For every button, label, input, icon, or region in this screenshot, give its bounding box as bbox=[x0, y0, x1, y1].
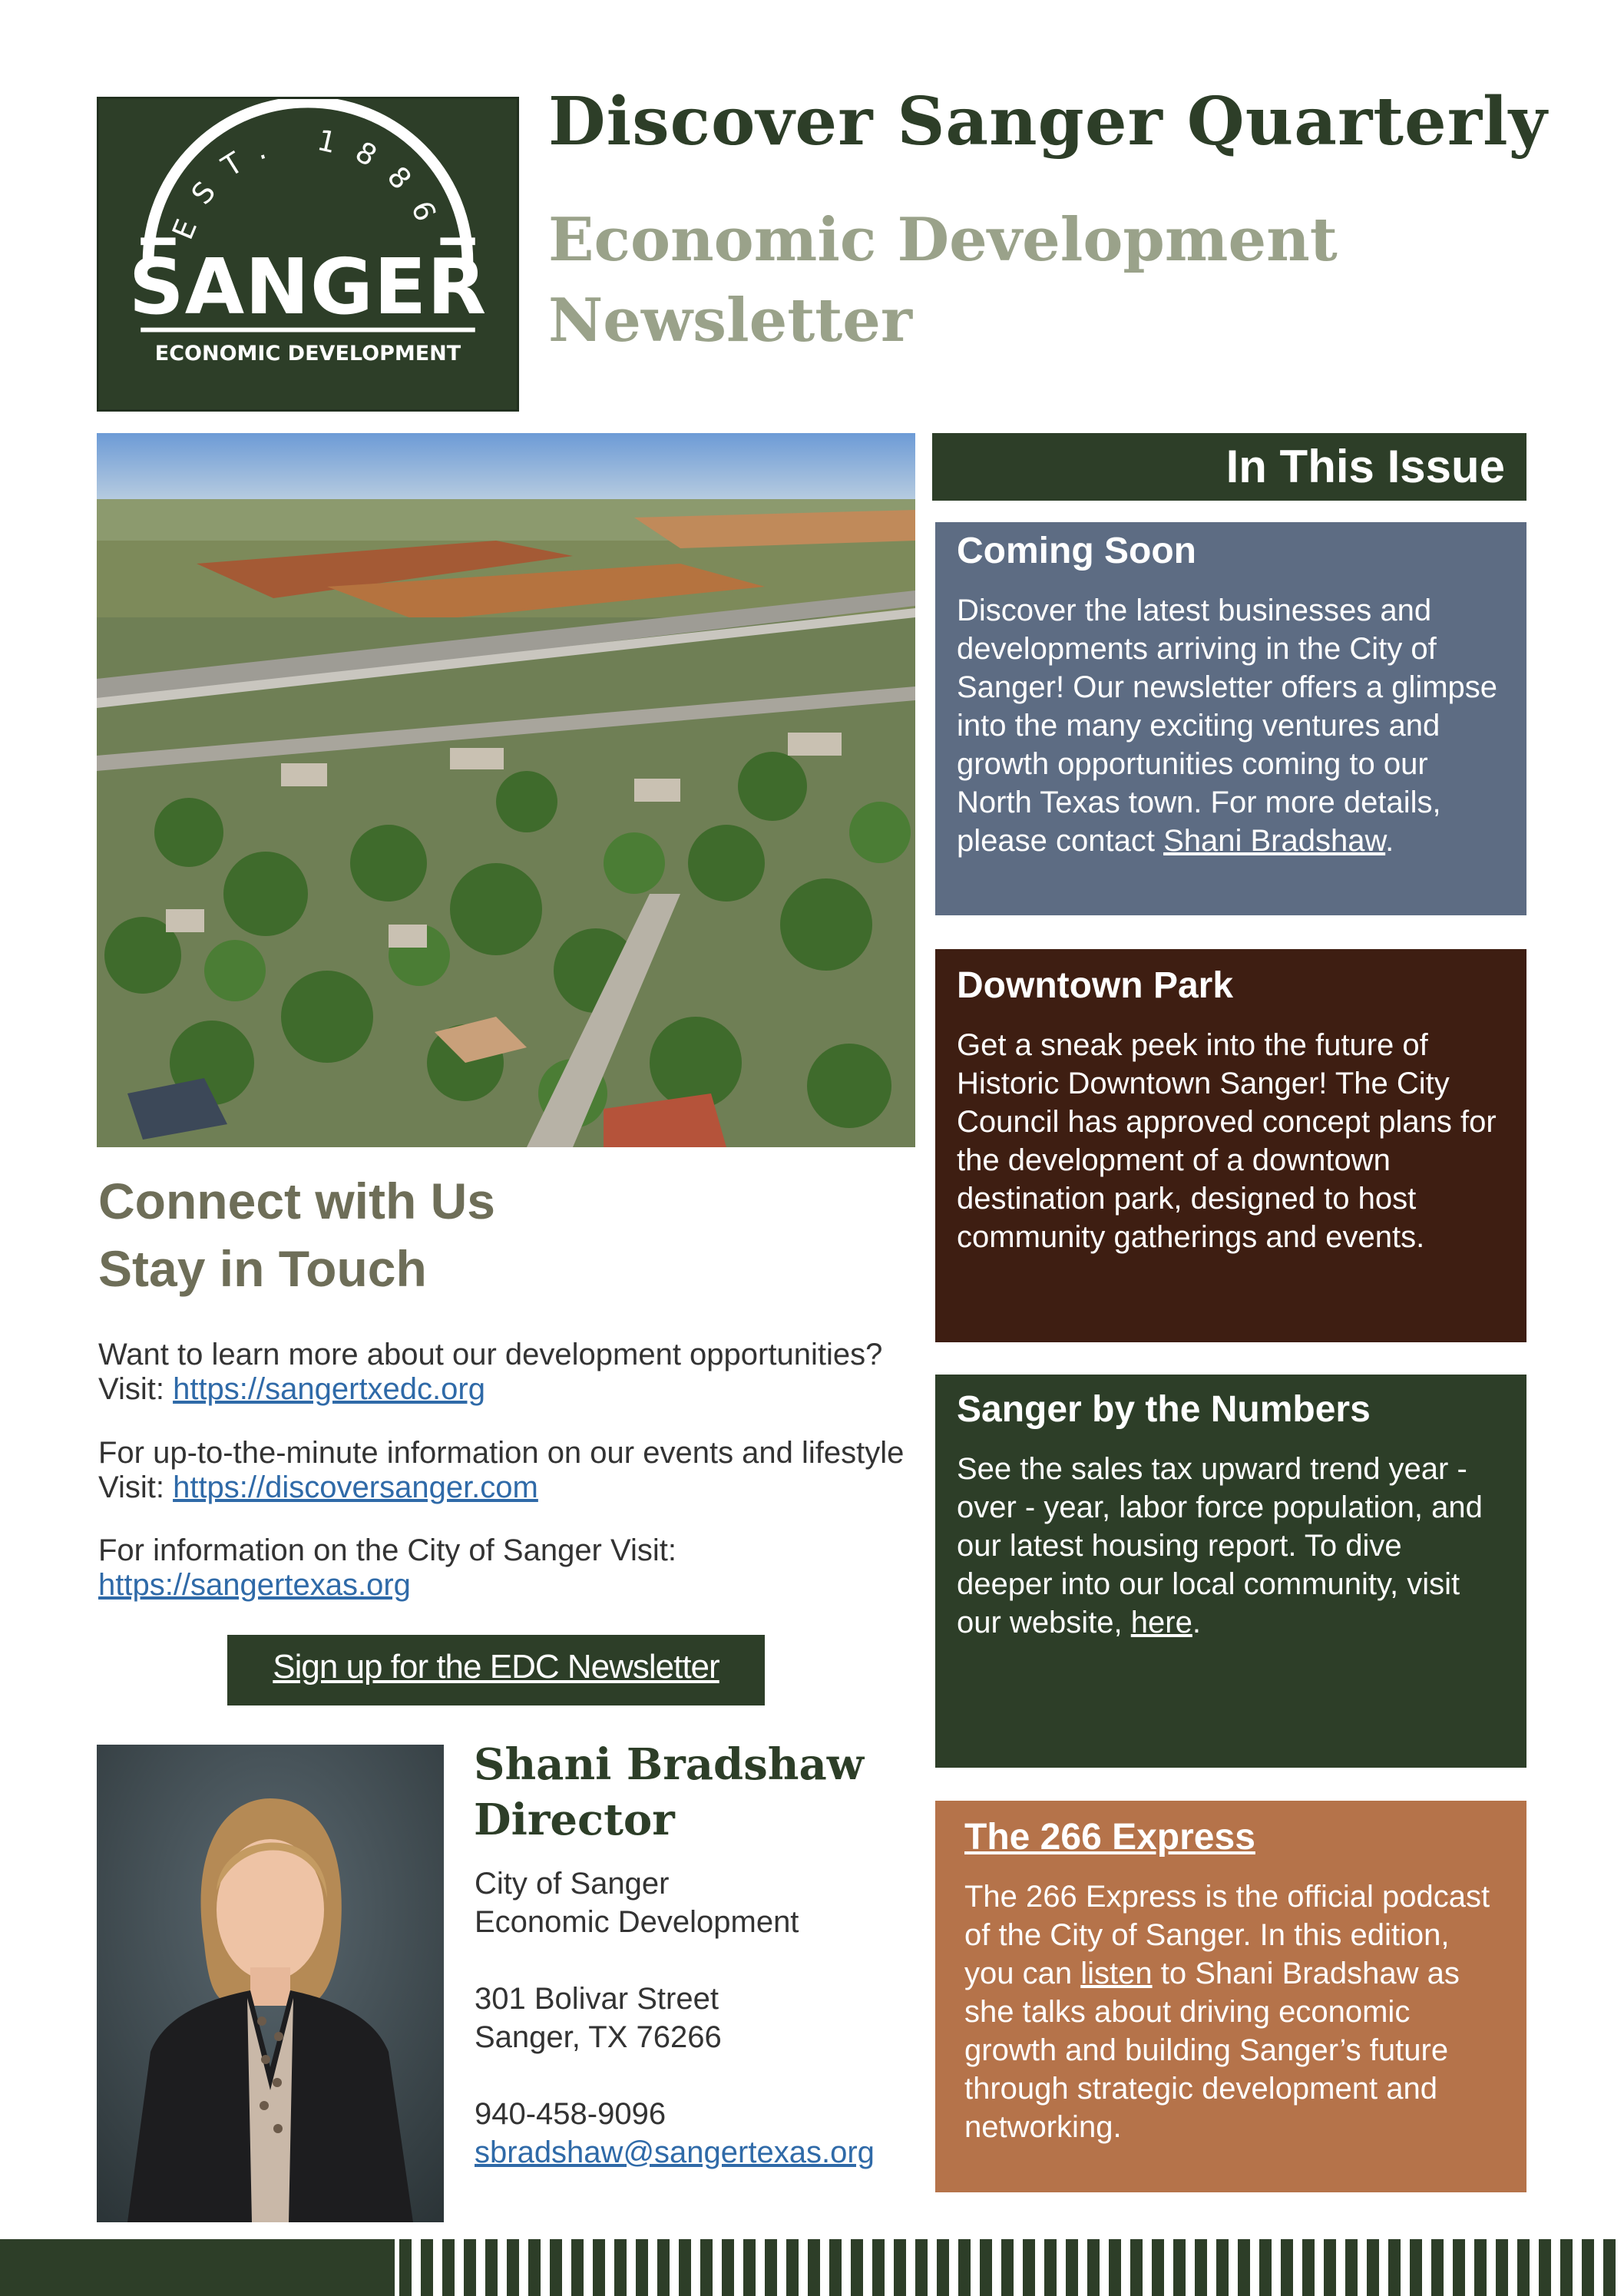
footer-stripe bbox=[743, 2239, 756, 2296]
266-express-panel bbox=[935, 1801, 1526, 2192]
panel-title: Sanger by the Numbers bbox=[957, 1389, 1371, 1430]
footer-stripe bbox=[593, 2239, 605, 2296]
footer-stripe bbox=[851, 2239, 863, 2296]
info-paragraph-edc bbox=[98, 1338, 912, 1407]
footer-stripe bbox=[679, 2239, 691, 2296]
footer-stripe bbox=[1410, 2239, 1422, 2296]
logo-est-text: EST. 1886 bbox=[165, 123, 451, 244]
panel-body: Get a sneak peek into the future of Historic Downtown Sanger! The City Council has approved concept plans for the development of a downtown destination park, designed to host community gatherings and events. bbox=[957, 1028, 1497, 1254]
footer-stripe bbox=[1582, 2239, 1594, 2296]
director-email-link[interactable]: sbradshaw@sangertexas.org bbox=[475, 2136, 875, 2169]
footer-stripe bbox=[1023, 2239, 1035, 2296]
footer-stripe bbox=[571, 2239, 584, 2296]
newsletter-subtitle bbox=[548, 200, 1546, 361]
footer-stripe bbox=[485, 2239, 498, 2296]
footer-stripe bbox=[1087, 2239, 1100, 2296]
info-text: Want to learn more about our development opportunities? Visit: bbox=[98, 1338, 883, 1406]
director-portrait bbox=[97, 1745, 444, 2222]
org-line-2: Economic Development bbox=[475, 1905, 799, 1939]
panel-body-tail: to Shani Bradshaw as she talks about driving economic growth and building Sanger’s future through strategic development and networking. bbox=[964, 1957, 1460, 2144]
footer-stripe bbox=[399, 2239, 412, 2296]
sanger-edc-logo bbox=[97, 97, 519, 412]
panel-body bbox=[964, 1877, 1505, 2146]
footer-stripe bbox=[894, 2239, 906, 2296]
panel-body bbox=[957, 1450, 1505, 1642]
footer-stripe bbox=[958, 2239, 971, 2296]
footer-stripe bbox=[808, 2239, 820, 2296]
address-line-2: Sanger, TX 76266 bbox=[475, 2020, 722, 2054]
info-text: For information on the City of Sanger Visit: bbox=[98, 1533, 676, 1567]
footer-stripe bbox=[1474, 2239, 1487, 2296]
footer-stripe bbox=[1216, 2239, 1229, 2296]
newsletter-title: Discover Sanger Quarterly bbox=[548, 83, 1548, 160]
panel-body-text: The 266 Express is the official podcast of the City of Sanger. In this edition, you can bbox=[964, 1880, 1490, 1990]
footer-stripe bbox=[1367, 2239, 1379, 2296]
director-organization bbox=[475, 1864, 799, 1941]
footer-stripe bbox=[722, 2239, 734, 2296]
panel-title-link[interactable]: The 266 Express bbox=[964, 1817, 1255, 1858]
connect-heading-line-2: Stay in Touch bbox=[98, 1240, 427, 1297]
panel-body-text: See the sales tax upward trend year - over - year, labor force population, and our latest housing report. To dive deeper into our local community, visit our website, bbox=[957, 1452, 1483, 1639]
director-contact bbox=[475, 2095, 875, 2172]
footer-stripe bbox=[937, 2239, 949, 2296]
footer-stripe bbox=[1281, 2239, 1293, 2296]
footer-stripe bbox=[1130, 2239, 1143, 2296]
footer-stripe bbox=[636, 2239, 648, 2296]
footer-stripe bbox=[657, 2239, 670, 2296]
footer-stripe bbox=[915, 2239, 928, 2296]
director-role: Director bbox=[474, 1795, 675, 1845]
director-phone: 940-458-9096 bbox=[475, 2097, 666, 2131]
footer-stripe bbox=[1044, 2239, 1057, 2296]
subtitle-line-1: Economic Development bbox=[548, 205, 1338, 275]
footer-stripe bbox=[1431, 2239, 1444, 2296]
footer-stripe bbox=[550, 2239, 562, 2296]
connect-heading bbox=[98, 1167, 495, 1302]
footer-stripe bbox=[614, 2239, 627, 2296]
footer-stripe bbox=[1001, 2239, 1014, 2296]
footer-stripe bbox=[1302, 2239, 1315, 2296]
footer-stripe bbox=[1560, 2239, 1573, 2296]
director-address bbox=[475, 1980, 722, 2056]
sanger-by-numbers-panel bbox=[935, 1375, 1526, 1768]
footer-stripe bbox=[1238, 2239, 1250, 2296]
coming-soon-panel bbox=[935, 522, 1526, 915]
edc-website-link[interactable]: https://sangertxedc.org bbox=[173, 1372, 485, 1406]
contact-shani-link[interactable]: Shani Bradshaw bbox=[1163, 824, 1386, 858]
footer-stripe bbox=[1453, 2239, 1465, 2296]
aerial-photo bbox=[97, 433, 915, 1147]
panel-body-tail: . bbox=[1385, 824, 1394, 858]
panel-body-text: Discover the latest businesses and developments arriving in the City of Sanger! Our newsletter offers a glimpse into the many exciting ventures and growth opportunities coming to our North Texas town. For more details, please contact bbox=[957, 594, 1498, 858]
footer-stripe bbox=[1195, 2239, 1207, 2296]
logo-name: SANGER bbox=[128, 242, 488, 332]
footer-stripe bbox=[1152, 2239, 1164, 2296]
footer-stripe bbox=[421, 2239, 433, 2296]
director-name: Shani Bradshaw bbox=[474, 1739, 864, 1790]
footer-stripe bbox=[1066, 2239, 1078, 2296]
footer-stripe bbox=[980, 2239, 992, 2296]
city-website-link[interactable]: https://sangertexas.org bbox=[98, 1568, 411, 1602]
footer-stripe bbox=[1324, 2239, 1336, 2296]
downtown-park-panel bbox=[935, 949, 1526, 1342]
footer-stripe bbox=[464, 2239, 476, 2296]
newsletter-signup-button[interactable]: Sign up for the EDC Newsletter bbox=[227, 1635, 765, 1705]
listen-podcast-link[interactable]: listen bbox=[1080, 1957, 1153, 1990]
panel-title: Downtown Park bbox=[957, 965, 1234, 1006]
footer-stripe bbox=[786, 2239, 799, 2296]
footer-stripe bbox=[507, 2239, 519, 2296]
org-line-1: City of Sanger bbox=[475, 1867, 670, 1901]
footer-stripe bbox=[1603, 2239, 1616, 2296]
footer-stripe bbox=[700, 2239, 713, 2296]
info-paragraph-city bbox=[98, 1533, 912, 1603]
subtitle-line-2: Newsletter bbox=[548, 286, 913, 356]
footer-stripe bbox=[1109, 2239, 1121, 2296]
address-line-1: 301 Bolivar Street bbox=[475, 1982, 719, 2016]
in-this-issue-heading: In This Issue bbox=[932, 433, 1526, 501]
director-name-block bbox=[474, 1737, 864, 1848]
footer-stripe bbox=[765, 2239, 777, 2296]
info-text: For up-to-the-minute information on our events and lifestyle Visit: bbox=[98, 1436, 905, 1504]
footer-stripe bbox=[1539, 2239, 1551, 2296]
footer-stripe bbox=[1517, 2239, 1530, 2296]
footer-stripe bbox=[1345, 2239, 1358, 2296]
website-here-link[interactable]: here bbox=[1130, 1606, 1192, 1639]
logo-subtitle: ECONOMIC DEVELOPMENT bbox=[154, 342, 461, 366]
footer-stripe bbox=[1496, 2239, 1508, 2296]
panel-body bbox=[957, 591, 1505, 860]
footer-stripe bbox=[1388, 2239, 1401, 2296]
panel-body-tail: . bbox=[1192, 1606, 1201, 1639]
footer-bar bbox=[0, 2239, 395, 2296]
footer-stripe bbox=[872, 2239, 885, 2296]
footer-stripe bbox=[829, 2239, 842, 2296]
info-paragraph-discover bbox=[98, 1436, 912, 1505]
footer-stripe bbox=[442, 2239, 455, 2296]
footer-stripe bbox=[1173, 2239, 1186, 2296]
discover-sanger-link[interactable]: https://discoversanger.com bbox=[173, 1471, 538, 1504]
panel-title: Coming Soon bbox=[957, 531, 1196, 571]
footer-stripes bbox=[399, 2239, 1624, 2296]
footer-stripe bbox=[1259, 2239, 1272, 2296]
connect-heading-line-1: Connect with Us bbox=[98, 1173, 496, 1229]
footer-stripe bbox=[528, 2239, 541, 2296]
